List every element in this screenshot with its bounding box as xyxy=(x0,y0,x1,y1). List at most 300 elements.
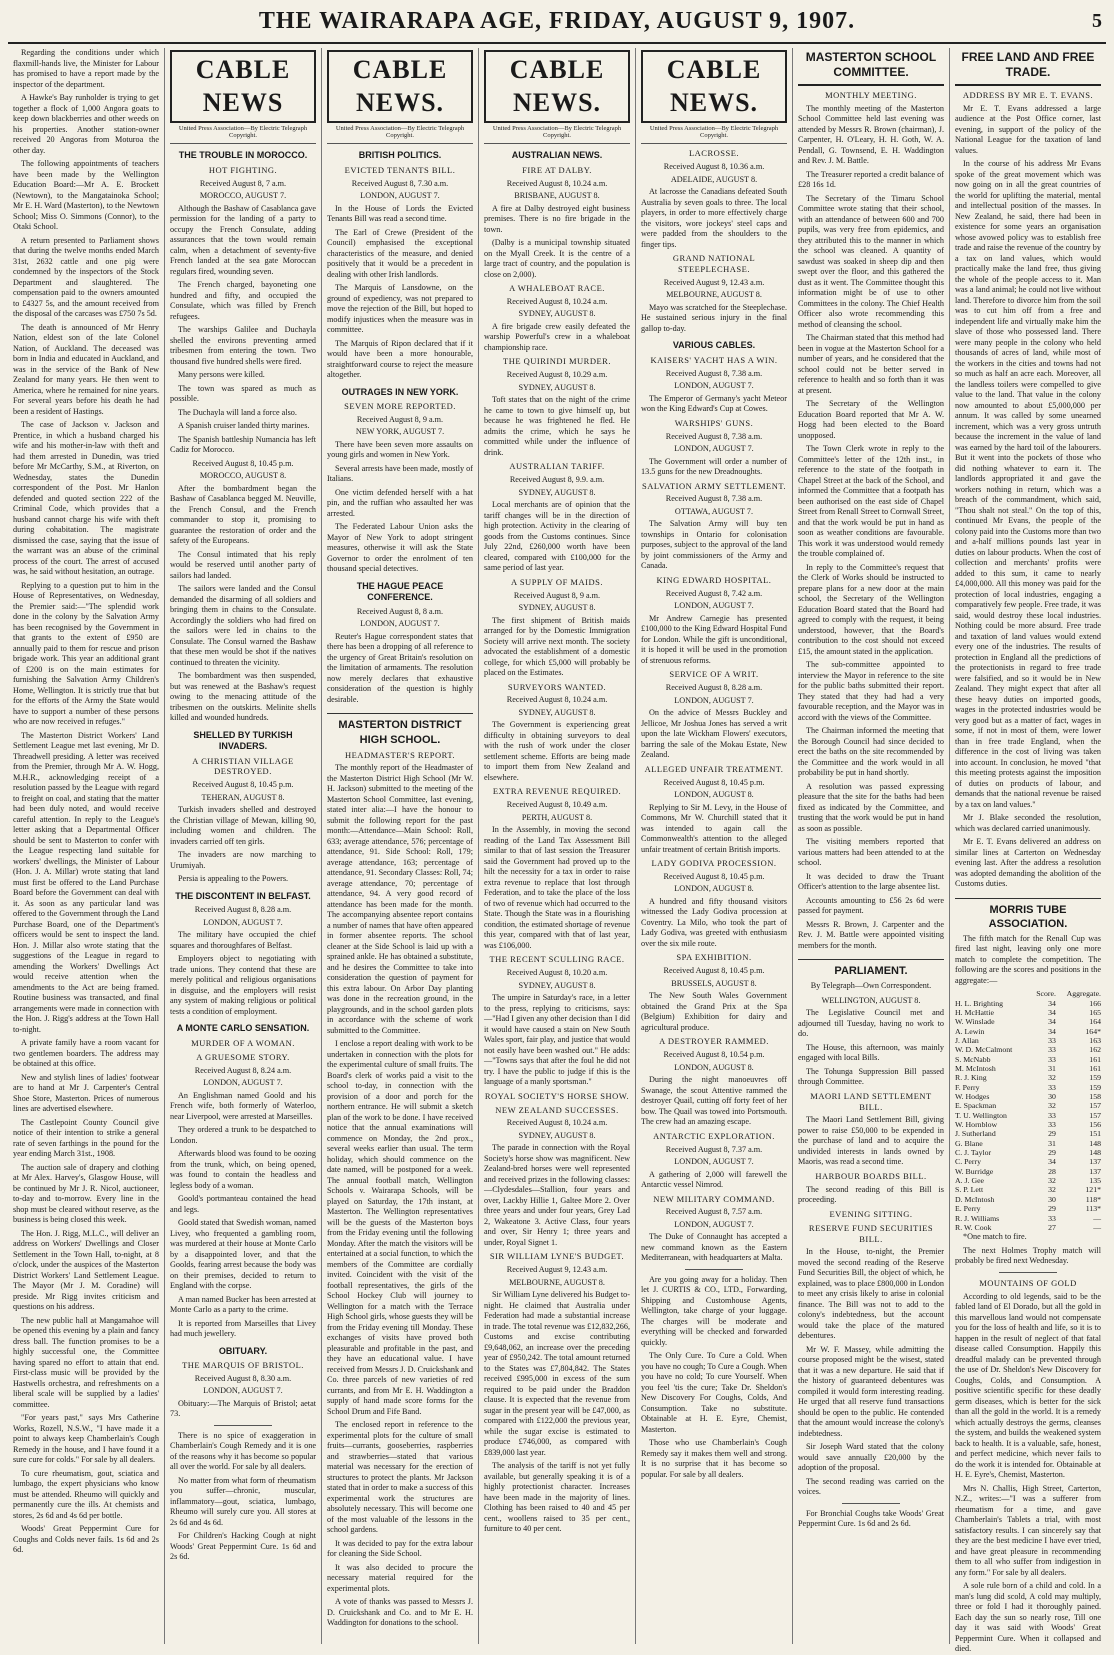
shooter-name: R. J. King xyxy=(955,1073,987,1083)
paragraph: The auction sale of drapery and clothing at Mr Alex. Harvey's, Glasgow House, will be continued by Mr J. R. Nicol, auctioneer, to-day and to-morrow. Every line in the shop must be cleared without reserve, as the business is being closed this week. xyxy=(13,1162,159,1224)
paragraph: The Duke of Connaught has accepted a new command known as the Eastern Mediterranean, with headquarters at Malta. xyxy=(641,1232,787,1263)
headline: THE DISCONTENT IN BELFAST. xyxy=(175,890,311,901)
aggregate: 159 xyxy=(1089,1073,1101,1083)
score: 29 xyxy=(1048,1148,1056,1158)
score: 32 xyxy=(1048,1185,1056,1195)
score: 33 xyxy=(1048,1082,1056,1092)
received-line: Received August 8, 10.24 a.m. xyxy=(506,178,608,188)
paragraph: The Emperor of Germany's yacht Meteor won the King Edward's Cup at Cowes. xyxy=(641,393,787,414)
paragraph: The New South Wales Government obtained the Grand Prix at the Spa (Belgium) Exhibition for dairy and agricultural produce. xyxy=(641,991,787,1032)
dateline: SYDNEY, AUGUST 8. xyxy=(518,1130,596,1140)
headline: A DESTROYER RAMMED. xyxy=(659,1036,769,1047)
subheadline: NEW ZEALAND SUCCESSES. xyxy=(495,1104,619,1115)
shooter-name: C. Perry xyxy=(955,1157,981,1167)
advert: According to old legends, said to be the fabled land of El Dorado, but all the gold in this marvellous land would not compensate you for the loss of health and life, so it is to happen in the result of neglect of that fatal disease called Consumption. Happily this dreadful malady can be prevented through the use of Dr. Sheldon's New Discovery for Coughs, Colds, and Consumption. A positive scientific specific for these deadly germ diseases, which is better for the sick than all the gold in the world. It is a remedy which actually destroys the germs, cleanses the system, and builds the weakened system back to health. It is a valuable, safe, honest, and perfect medicine, which never fails to do the work it is intended for. Obtainable at H. E. Eyre's, Chemist, Masterton. xyxy=(955,1291,1101,1480)
shooter-name: W. D. McCalmont xyxy=(955,1045,1013,1055)
table-row xyxy=(955,1092,1101,1101)
headline: HARBOUR BOARDS BILL. xyxy=(815,1170,927,1181)
advert: Mrs N. Challis, High Street, Carterton, N.Z., writes:—"I was a sufferer from rheumatism for a time, and gave Chamberlain's Tablets a trial, with most satisfactory results. I can sincerely say that they are the best medicine I have ever tried, and have great pleasure in recommending them to all who suffer from indigestion in any form." For sale by all dealers. xyxy=(955,1483,1101,1577)
subheadline: THE MARQUIS OF BRISTOL. xyxy=(182,1360,304,1371)
table-row xyxy=(955,1055,1101,1064)
shooter-name: A. J. Gee xyxy=(955,1176,985,1186)
column-cable-news-1 xyxy=(164,48,321,1644)
shooter-name: W. Winslade xyxy=(955,1017,995,1027)
paragraph: The Government will order a number of 13.5 guns for the new Dreadnoughts. xyxy=(641,456,787,477)
dateline: MOROCCO, AUGUST 7. xyxy=(199,191,287,201)
paragraph: The fifth match for the Renall Cup was fired last night, leaving only one more match to complete the competition. The following are the scores and positions in the aggregate:— xyxy=(955,933,1101,985)
table-row xyxy=(955,1111,1101,1120)
received-line: Received August 8, 9 a.m. xyxy=(356,414,444,424)
received-line: Received August 8, 7.38 a.m. xyxy=(665,368,763,378)
score: 33 xyxy=(1048,1120,1056,1130)
subheadline: A CHRISTIAN VILLAGE DESTROYED. xyxy=(192,755,294,777)
received-line: Received August 8, 10.36 a.m. xyxy=(663,162,765,171)
scores-table xyxy=(955,989,1101,1232)
paragraph: An Englishman named Goold and his French wife, both formerly of Waterloo, near Liverpool, were arrested at Marseilles. xyxy=(170,1090,316,1121)
paragraph: In reply to the Committee's request that the Clerk of Works should be instructed to prepare plans for a new door at the main school, the Secretary of the Wellington Education Board stated that the Board had agreed to comply with the request, it being understood, however, that the Board's contribution to the cost should not exceed £15, the amount stated in the application. xyxy=(798,562,944,656)
received-line: Received August 8, 10.24 a.m. xyxy=(506,1118,608,1128)
aggregate: 158 xyxy=(1089,1092,1101,1102)
divider xyxy=(999,1272,1057,1273)
received-line: Received August 8, 10.45 p.m. xyxy=(663,871,765,881)
advert: For Children's Hacking Cough at night Woods' Great Peppermint Cure. 1s 6d and 2s 6d. xyxy=(170,1531,316,1562)
headline: LACROSSE. xyxy=(688,148,740,159)
paragraph: Messrs R. Brown, J. Carpenter and the Rev. J. M. Battle were appointed visiting members for the month. xyxy=(798,919,944,950)
paragraph: A private family have a room vacant for two gentlemen boarders. The address may be obtained at this office. xyxy=(13,1038,159,1068)
paragraph: At lacrosse the Canadians defeated South Australia by seven goals to three. The local players, in order to more effectively charge the visitors, wore jockeys' steel caps and were padded from the shoulders to the finger tips. xyxy=(641,187,787,249)
shooter-name: S. McNabb xyxy=(955,1054,991,1064)
headline: WARSHIPS' GUNS. xyxy=(674,417,754,428)
paragraph: A gathering of 2,000 will farewell the Antarctic vessel Nimrod. xyxy=(641,1169,787,1190)
headline: LADY GODIVA PROCESSION. xyxy=(651,858,777,869)
shooter-name: W. Burridge xyxy=(955,1166,994,1176)
cable-news-banner: CABLE NEWS xyxy=(170,50,316,123)
received-line: Received August 8, 10.49 a.m. xyxy=(506,800,608,810)
received-line: Received August 8, 10.20 a.m. xyxy=(506,968,608,978)
subheadline: HOT FIGHTING. xyxy=(208,164,278,175)
credit-line: United Press Association—By Electric Telegraph Copyright. xyxy=(170,125,316,145)
score: 28 xyxy=(1048,1166,1056,1176)
score: 34 xyxy=(1048,1007,1056,1017)
score: 29 xyxy=(1048,1129,1056,1139)
paragraph: Replying to a question put to him in the House of Representatives, on Wednesday, the Premier said:—"The splendid work done in the colony by the Salvation Army has been recognised by the Government in that grants to the extent of £950 are annually paid to them for rescue and prison brigade work. This year an additional grant of £200 is on the main estimates for furnishing the Salvation Army Children's Home, Wellington. It is strictly true that but for the efforts of the Army the State would have to support a number of these persons who are now received in refuges." xyxy=(13,580,159,726)
headline: SHELLED BY TURKISH INVADERS. xyxy=(193,729,293,752)
paragraph: Many persons were killed. xyxy=(178,370,265,380)
credit-line: United Press Association—By Electric Telegraph Copyright. xyxy=(327,125,473,145)
score: 27 xyxy=(1048,1222,1056,1232)
subheadline: MURDER OF A WOMAN. xyxy=(191,1037,295,1048)
paragraph: Mr W. F. Massey, while admitting the course proposed might be the wisest, stated that it was a new departure. He said that if the history of guaranteed debentures was compiled it would form interesting reading. He urged that all reserve fund transactions should be open to the public. He contended that the amount would increase the colony's indebtedness. xyxy=(798,1344,944,1438)
headline: THE RECENT SCULLING RACE. xyxy=(489,954,625,965)
cable-news-banner: CABLE NEWS. xyxy=(327,50,473,123)
paragraph: The Chairman stated that this method had been in vogue at the Masterton School for a number of years, and he considered that the school could not be better served in reference to health and so forth than it was at present. xyxy=(798,333,944,395)
table-row xyxy=(955,1195,1101,1204)
shooter-name: J. Sutherland xyxy=(955,1129,996,1139)
aggregate: 166 xyxy=(1089,998,1101,1008)
aggregate: 121* xyxy=(1085,1185,1101,1195)
paragraph: The warships Galilee and Duchayla shelled the environs preventing armed tribesmen from entering the town. Two thousand five hundred shells were fired. xyxy=(170,325,316,366)
headline: PARLIAMENT. xyxy=(798,959,944,978)
headline: MORRIS TUBE ASSOCIATION. xyxy=(955,898,1101,931)
shooter-name: A. Lewin xyxy=(955,1026,985,1036)
shooter-name: J. Allan xyxy=(955,1035,979,1045)
paragraph: New and stylish lines of ladies' footwear are to hand at Mr J. Carpenter's Central Shoe Store, Masterton. Prices of numerous lines are advertised elsewhere. xyxy=(13,1072,159,1113)
credit-line: United Press Association—By Electric Telegraph Copyright. xyxy=(484,125,630,145)
dateline: OTTAWA, AUGUST 7. xyxy=(674,506,754,516)
table-row xyxy=(955,1214,1101,1223)
dateline: LONDON, AUGUST 8. xyxy=(674,884,754,894)
score: 30 xyxy=(1048,1092,1056,1102)
paragraph: The Consul intimated that his reply would be reserved until another party of sailors had landed. xyxy=(170,549,316,580)
paragraph: Several arrests have been made, mostly of Italians. xyxy=(327,463,474,484)
table-row xyxy=(955,1176,1101,1185)
table-row xyxy=(955,1148,1101,1157)
subheadline: SEVEN MORE REPORTED. xyxy=(344,401,456,412)
headline: ALLEGED UNFAIR TREATMENT. xyxy=(644,763,784,774)
paragraph: The bombardment was then suspended, but was renewed at the Bashaw's request owing to the menacing attitude of the tribesmen on the outskirts. Melinite shells killed and wounded hundreds. xyxy=(170,671,316,723)
divider xyxy=(842,1503,900,1504)
paragraph: The Treasurer reported a credit balance of £28 16s 1d. xyxy=(798,169,944,190)
score: 32 xyxy=(1048,1176,1056,1186)
paragraph: In the Assembly, in moving the second reading of the Land Tax Assessment Bill similar to that of last session the Treasurer said the Government had proved up to the hilt the necessity for a tax in order to raise extra revenue to replace that lost through Federation, and to take the place of the loss of two of revenue which had occurred to the State. Though the State was in a flourishing condition, the estimated shortage of revenue this year, compared with that of last year, was £106,000. xyxy=(484,825,630,950)
advert: The Only Cure. To Cure a Cold. When you have no cough; To Cure a Cough. When you have no cold; To cure Yourself. When you feel 'tis the cure; Take Dr. Sheldon's New Discovery For Coughs, Colds, And Consumption. Take no substitute. Obtainable at H. E. Eyre, Chemist, Masterton. xyxy=(641,1351,787,1434)
paragraph: The visiting members reported that various matters had been attended to at the school. xyxy=(798,837,944,868)
dateline: LONDON, AUGUST 7. xyxy=(674,1157,754,1167)
paragraph: There have been seven more assaults on young girls and women in New York. xyxy=(327,439,473,460)
divider xyxy=(685,1269,743,1270)
score: 34 xyxy=(1048,998,1056,1008)
column-header xyxy=(955,989,1030,998)
advert: A sole rule born of a child and cold. In a man's lung did scold, A cold may multiply, three or fold I had it thoroughly pained. Each day the sun so nearly rose, Till one day it was said with Woods' Great Peppermint Cure. When it collapsed and died. xyxy=(955,1581,1101,1654)
masthead xyxy=(8,4,1106,44)
paragraph: Reuter's Hague correspondent states that there has been a dropping of all reference to the urgency of Great Britain's resolution on the limitation of armaments. The resolution now merely declares that exhaustive consideration of the question is highly desirable. xyxy=(327,631,473,704)
table-row xyxy=(955,1185,1101,1194)
paragraph: The death is announced of Mr Henry Nation, eldest son of the late Colonel Nation, of Auckland. The deceased was born in India and educated in Auckland, and was in the service of the Bank of New Zealand for many years. He then went to America, where he remained for nine years. For several years before his death he had been a resident of Hastings. xyxy=(13,322,159,416)
paragraph: The umpire in Saturday's race, in a letter to the press, replying to criticisms, says:—"Had I given any other decision than I did it would have caused a stain on New South Wales sport, fair play, and justice that would not easily have been washed out." He adds:—"Towns says that after the foul he did not try. I have the public to judge if this is the language of a manly sportsman." xyxy=(484,993,630,1087)
paragraph: The next Holmes Trophy match will probably be fired next Wednesday. xyxy=(955,1245,1101,1266)
received-line: Received August 8, 8.30 a.m. xyxy=(194,1373,292,1383)
received-line: Received August 8, 8.24 a.m. xyxy=(194,1065,292,1075)
received-line: Received August 8, 7.38 a.m. xyxy=(665,494,763,504)
paragraph: The sub-committee appointed to interview the Mayor in reference to the site for the public baths submitted their report. They stated that they had had a very favourable reception, and the Mayor was in accord with the views of the Committee. xyxy=(798,660,944,722)
column-header: Aggregate. xyxy=(1066,989,1101,999)
paragraph: (Dalby is a municipal township situated on the Myall Creek. It is the centre of a large tract of country, and the population is close on 2,000). xyxy=(484,238,630,279)
paragraph: Turkish invaders shelled and destroyed the Christian village of Mewan, killing 90, including women and children. The invaders carried off ten girls. xyxy=(170,805,316,846)
dateline: LONDON, AUGUST 7. xyxy=(674,695,754,705)
advert: Are you going away for a holiday. Then let J. CURTIS & CO., LTD., Forwarding, Shipping and Customhouse Agents, Wellington, take charge of your luggage. The charges will be moderate and everything will be checked and forwarded quickly. xyxy=(641,1274,787,1347)
table-row xyxy=(955,1008,1101,1017)
shooter-name: H. McHattie xyxy=(955,1007,994,1017)
paragraph: Mayo was scratched for the Steeplechase. He sustained serious injury in the final gallop to-day. xyxy=(641,302,787,333)
headline: A WHALEBOAT RACE. xyxy=(509,283,605,294)
aggregate: 162 xyxy=(1089,1045,1101,1055)
shooter-name: M. McIntosh xyxy=(955,1064,996,1073)
paragraph: In the House, to-night, the Premier moved the second reading of the Reserve Fund Securities Bill, the object of which, he explained, was to place £800,000 in London to meet any crisis likely to arise in colonial finance. The Bill was not to add to the colony's indebtedness, but the account would take the place of the matured debentures. xyxy=(798,1247,944,1341)
dateline: LONDON, AUGUST 7. xyxy=(203,1078,283,1088)
headline: SIR WILLIAM LYNE'S BUDGET. xyxy=(489,1251,625,1262)
paragraph: It was decided to draw the Truant Officer's attention to the large absentee list. xyxy=(798,871,944,892)
paragraph: The invaders are now marching to Urumiyah. xyxy=(170,850,316,870)
subheadline: KAISERS' YACHT HAS A WIN. xyxy=(650,354,778,365)
score: 34 xyxy=(1048,1157,1056,1167)
aggregate: — xyxy=(1093,1222,1101,1232)
dateline: SYDNEY, AUGUST 8. xyxy=(518,603,596,613)
subheadline: EVICTED TENANTS BILL. xyxy=(344,164,456,175)
headline: BRITISH POLITICS. xyxy=(358,150,442,161)
paragraph: Persia is appealing to the Powers. xyxy=(178,874,289,884)
aggregate: 118* xyxy=(1085,1194,1101,1204)
score: 33 xyxy=(1048,1054,1056,1064)
paragraph: A Hawke's Bay runholder is trying to get together a flock of 1,000 Angora goats to keep down blackberries and other weeds on his properties. Another station-owner received 20 Angoras from Moturoa the other day. xyxy=(13,93,159,155)
table-row xyxy=(955,1045,1101,1054)
table-row xyxy=(955,1036,1101,1045)
paragraph: I enclose a report dealing with work to be undertaken in connection with the plots for the experimental culture of small fruits. The Board's clerk of works paid a visit to the school to-day, in connection with the provision of a door and porch for the northern entrance. He will submit a sketch plan of the work to be done. I have received notice that the annual examinations will commence on Monday, the 2nd prox., several weeks earlier than usual. The term holiday, which should commence on the date named, will be postponed for a week. The annual football match, Wellington Schools v. Wairarapa Schools, will be played on Saturday, the 17th instant, at Masterton. The Wellington representatives will be the guests of the Masterton boys from the Friday evening until the following Monday. After the match the visitors will be entertained at a social function, to which the members of the Committee are cordially invited. Coincident with the visit of the football representatives, the girls of the School Hockey Club will journey to Wellington for a match with the Terrace High School girls, whose guests they will be from the Friday evening till Monday. These exchanges of visits have proved both pleasurable and profitable in the past, and they have an educational value. I have received from Messrs J. D. Cruickshank and Co. three parcels of new varieties of red currants, and from Mr E. H. Waddington a supply of hand made score forms for the School Drum and Fife Band. xyxy=(327,1039,473,1416)
dateline: LONDON, AUGUST 7. xyxy=(674,1219,754,1229)
paragraph: The following appointments of teachers have been made by the Wellington Education Board:—Mr A. E. Brockett (Newtown), to the Mangatainoka School; Mr E. H. Ward (Masterton), to the Newtown School; Miss O. Simmons (Connor), to the Otaki School. xyxy=(13,159,159,231)
dateline: TEHERAN, AUGUST 8. xyxy=(201,792,285,802)
received-line: Received August 8, 7.57 a.m. xyxy=(665,1207,763,1217)
paragraph: "For years past," says Mrs Catherine Works, Rozell, N.S.W., "I have made it a point to always keep Chamberlain's Cough Remedy in the house, and I have found it a sure cure for colds." For sale by all dealers. xyxy=(13,1413,159,1464)
paragraph: The sailors were landed and the Consul demanded the disarming of all soldiers and bringing them in chains to the Consulate. Accordingly the soldiers who had fired on the sailors were led in chains to the Consulate. The Consul warned the Bashaw that these men would be shot if the natives continued to threaten the vicinity. xyxy=(170,584,316,667)
received-line: Received August 8, 7.38 a.m. xyxy=(665,431,763,441)
paragraph: The analysis of the tariff is not yet fully available, but generally speaking it is of a highly protectionist character. Increases have been made in the majority of lines. Clothing has been raised to 40 and 45 per cent., woollens raised to 35 per cent., furniture to 40 per cent. xyxy=(484,1461,630,1534)
score: 34 xyxy=(1048,1017,1056,1027)
paragraph: The case of Jackson v. Jackson and Prentice, in which a husband charged his wife and his mother-in-law with theft and had them arrested in Dunedin, was tried before Mr McCarthy, S.M., at Riverton, on Wednesday, states the Dunedin correspondent of the Post. Mr Hanlon defended and quoted section 222 of the Criminal Code, which provides that a husband cannot charge his wife with theft during cohabitation. The magistrate dismissed the case, saying that the issue of the warrant was an abuse of the criminal process of the court. The arrest of accused was, he said without hesitation, an outrage. xyxy=(13,420,159,576)
paragraph: The Federated Labour Union asks the Mayor of New York to adopt stringent measures, otherwise it will ask the State Governor to order the enrolment of ten thousand special detectives. xyxy=(327,522,473,574)
credit-line: United Press Association—By Electric Telegraph Copyright. xyxy=(641,125,787,145)
score: 33 xyxy=(1048,1035,1056,1045)
paragraph: The parade in connection with the Royal Society's horse show was magnificent. New Zealand-bred horses were well represented and received prizes in the following classes:—Clydesdales—Stallion, four years and over, Lackby Hillie 1, Galtee More 2. Over three years and under four years, Grey Lad 2, Wakeatone 3. Active Class, four years and over, Sir Henry 1; three years and under, Royal Signet 1. xyxy=(484,1143,630,1247)
score: 31 xyxy=(1048,1138,1056,1148)
paragraph: The Marquis of Ripon declared that if it would have been a more honourable, straightforward course to reject the measure altogether. xyxy=(327,338,473,380)
advert-headline: MOUNTAINS OF GOLD xyxy=(979,1277,1077,1288)
table-row xyxy=(955,1073,1101,1082)
dateline: BRISBANE, AUGUST 8. xyxy=(514,191,600,201)
table-row xyxy=(955,1083,1101,1092)
dateline: MELBOURNE, AUGUST 8. xyxy=(666,290,762,300)
received-line: Received August 8, 10.24 a.m. xyxy=(506,695,608,705)
column-free-land-free-trade xyxy=(949,48,1106,1654)
shooter-name: E. Perry xyxy=(955,1204,981,1214)
paragraph: Goold's portmanteau contained the head and legs. xyxy=(170,1194,316,1214)
dateline: LONDON, AUGUST 8. xyxy=(674,1062,754,1072)
table-row xyxy=(955,1223,1101,1232)
paragraph: They ordered a trunk to be despatched to London. xyxy=(170,1125,316,1145)
paragraph: The Masterton District Workers' Land Settlement League met last evening, Mr D. Threadwell presiding. A letter was received from the Premier, through Mr A. W. Hogg, M.H.R., acknowledging receipt of a resolution passed by the League with regard to freight on coal, and stating that the matter had been duly noted, and would receive careful attention. In reply to the League's letter asking that a Departmental Officer should be sent to Masterton to confer with the League respecting land suitable for workers' dwellings, the Minister of Labour (Hon. J. A. Millar) wrote stating that land must first be offered to the Land Purchase Board before the Government can deal with it. As soon as any particular land was offered to the Government through the Land Purchase Board, one of the Department's officers would be sent to inspect the land. Hon. J. Millar also wrote stating that the suggestions of the League in regard to amending the Workers' Dwellings Act would receive attention when the amendments to the Act are being framed. Routine business was transacted, and final arrangements were made in connection with the Hon. J. Rigg's address at the Town Hall to-night. xyxy=(13,730,159,1034)
shooter-name: E. Spackman xyxy=(955,1101,997,1111)
dateline: LONDON, AUGUST 7. xyxy=(203,1386,283,1396)
paragraph: The Spanish battleship Numancia has left Cadiz for Morocco. xyxy=(170,434,316,455)
headline: KING EDWARD HOSPITAL. xyxy=(656,574,772,585)
score: 31 xyxy=(1048,1064,1056,1073)
aggregate: 157 xyxy=(1089,1110,1101,1120)
score: 30 xyxy=(1048,1194,1056,1204)
paragraph: Mr E. T. Evans delivered an address on similar lines at Carterton on Wednesday evening last. After the address a resolution was adopted demanding the abolition of the Customs duties. xyxy=(955,837,1101,889)
paragraph: The first shipment of British maids arranged for by the Domestic Immigration Society will arrive next month. The society advocated the establishment of a domestic college, for which £5,000 will probably be placed on the Estimates. xyxy=(484,615,630,678)
aggregate: 163 xyxy=(1089,1035,1101,1045)
paragraph: The enclosed report in reference to the experimental plots for the culture of small fruits—currants, gooseberries, raspberries and strawberries—stated that various material was necessary for the erection of structures to protect the plants. Mr Jackson stated that in order to make a success of this experimental work the structures are absolutely necessary. This will become one of the most valuable of the lessons in the school gardens. xyxy=(327,1420,473,1535)
subheadline: ADDRESS BY MR E. T. EVANS. xyxy=(962,89,1094,100)
paragraph: Mr E. T. Evans addressed a large audience at the Post Office corner, last evening, in support of the policy of the National League for the taxation of land values. xyxy=(955,103,1101,155)
headline: RESERVE FUND SECURITIES BILL. xyxy=(808,1222,934,1244)
shooter-name: C. J. Taylor xyxy=(955,1148,992,1158)
table-row xyxy=(955,1157,1101,1166)
subheadline: A GRUESOME STORY. xyxy=(196,1051,290,1062)
paragraph: A fire brigade crew easily defeated the warship Powerful's crew in a whaleboat championship race. xyxy=(484,321,630,352)
paragraph: A fire at Dalby destroyed eight business premises. There is no fire brigade in the town. xyxy=(484,203,630,234)
newspaper-columns xyxy=(8,48,1106,1654)
received-line: Received August 8, 7.37 a.m. xyxy=(665,1144,763,1154)
dateline: MELBOURNE, AUGUST 8. xyxy=(509,1277,605,1287)
headline: OUTRAGES IN NEW YORK. xyxy=(341,386,459,397)
paragraph: After the bombardment began the Bashaw of Casablanca begged M. Neuville, the French Consul, and the French commander to stop it, promising to guarantee the restoration of order and the safety of the Europeans. xyxy=(170,483,316,546)
subheadline: FIRE AT DALBY. xyxy=(522,164,592,175)
received-line: Received August 8, 8.28 a.m. xyxy=(194,905,292,915)
paragraph: The Duchayla will land a force also. xyxy=(178,407,297,417)
aggregate: 137 xyxy=(1089,1157,1101,1167)
aggregate: 165 xyxy=(1089,1007,1101,1017)
paragraph: Regarding the conditions under which flaxmill-hands live, the Minister for Labour has promised to have a report made by the inspector of the department. xyxy=(13,48,159,89)
divider xyxy=(214,1425,272,1426)
paragraph: During the night manoeuvres off Swanage, the scout Attentive rammed the destroyer Quail, cutting off forty feet of her bow. The Quail was towed into Portsmouth. The crew had an amazing escape. xyxy=(641,1075,787,1127)
headline: ROYAL SOCIETY'S HORSE SHOW. xyxy=(484,1090,630,1101)
table-row xyxy=(955,1027,1101,1036)
score: 33 xyxy=(1048,1045,1056,1055)
dateline: WELLINGTON, AUGUST 8. xyxy=(821,995,921,1005)
aggregate: 164 xyxy=(1089,1017,1101,1027)
scores-header-row xyxy=(955,989,1101,998)
shooter-name: S. P. Lett xyxy=(955,1185,984,1195)
score: 29 xyxy=(1048,1204,1056,1214)
aggregate: 156 xyxy=(1089,1120,1101,1130)
headline: VARIOUS CABLES. xyxy=(672,340,756,351)
headline: THE HAGUE PEACE CONFERENCE. xyxy=(356,580,444,603)
headline: SALVATION ARMY SETTLEMENT. xyxy=(641,480,787,491)
received-line: Received August 8, 7.30 a.m. xyxy=(351,178,449,188)
dateline: LONDON, AUGUST 7. xyxy=(674,601,754,611)
headline: EVENING SITTING. xyxy=(829,1208,913,1219)
dateline: ADELAIDE, AUGUST 8. xyxy=(670,174,758,184)
paragraph: Replying to Sir M. Levy, in the House of Commons, Mr W. Churchill stated that it was intended to again call the Commonwealth's attention to the alleged unfair treatment of certain British imports. xyxy=(641,802,787,854)
headline: THE TROUBLE IN MOROCCO. xyxy=(178,150,308,161)
shooter-name: H. L. Brighting xyxy=(955,998,1004,1008)
aggregate: 137 xyxy=(1089,1166,1101,1176)
shooter-name: R. W. Cook xyxy=(955,1222,992,1232)
paragraph: It is reported from Marseilles that Livey had much jewellery. xyxy=(170,1318,316,1339)
headline: THE QUIRINDI MURDER. xyxy=(503,356,611,367)
paragraph: The second reading of this Bill is proceeding. xyxy=(798,1184,944,1205)
paragraph: The Salvation Army will buy ten townships in Ontario for colonisation purposes, subject to the approval of the land by joint commissioners of the Army and Canada. xyxy=(641,519,787,571)
paragraph: The Chairman informed the meeting that the Borough Council had since decided to erect the baths on the site recommended by the Committee and the work would in all probability be put in hand shortly. xyxy=(798,726,944,778)
headline: AUSTRALIAN NEWS. xyxy=(511,150,603,161)
dateline: MOROCCO, AUGUST 8. xyxy=(199,471,287,481)
dateline: SYDNEY, AUGUST 8. xyxy=(518,382,596,392)
aggregate: 159 xyxy=(1089,1082,1101,1092)
shooter-name: F. Perry xyxy=(955,1082,980,1092)
paragraph: Woods' Great Peppermint Cure for Coughs and Colds never fails. 1s 6d and 2s 6d. xyxy=(13,1524,159,1554)
paragraph: Although the Bashaw of Casablanca gave permission for the landing of a party to occupy the French Consulate, adding assurances that the town would remain calm, when a detachment of seventy-five French landed at the sea gate Moroccan regulars fired, wounding seven. xyxy=(170,203,316,276)
received-line: Received August 8, 10.45 p.m. xyxy=(192,780,294,790)
paragraph: The French charged, bayoneting one hundred and fifty, and occupied the Consulate, which was filled by French refugees. xyxy=(170,280,316,321)
newspaper-title: THE WAIRARAPA AGE, FRIDAY, AUGUST 9, 1907. xyxy=(258,8,856,34)
received-line: Received August 8, 7.42 a.m. xyxy=(665,588,763,598)
paragraph: On the advice of Messrs Buckley and Jellicoe, Mr Joshua Jones has served a writ upon the late Wickham Flowers' executors, barring the sale of the Mokau Estate, New Zealand. xyxy=(641,708,787,760)
shooter-name: R. J. Williams xyxy=(955,1213,1000,1223)
paragraph: The Government is experiencing great difficulty in obtaining surveyors to deal with the rush of work under the closer settlement scheme. Efforts are being made to import them from New Zealand and elsewhere. xyxy=(484,720,630,782)
table-row xyxy=(955,999,1101,1008)
dateline: PERTH, AUGUST 8. xyxy=(521,812,593,822)
paragraph: Mr Andrew Carnegie has presented £100,000 to the King Edward Hospital Fund for London. While the gift is unconditional, it is hoped it will be used in the promotion of strenuous reforms. xyxy=(641,613,787,665)
paragraph: The monthly meeting of the Masterton School Committee held last evening was attended by Messrs R. Brown (chairman), J. Carpenter, H. O'Leary, H. H. Goth, W. A. Pendall, G. Townsend, E. H. Waddington and Rev. J. M. Battle. xyxy=(798,103,944,166)
received-line: Received August 9, 12.43 a.m. xyxy=(506,1265,608,1275)
paragraph: Toft states that on the night of the crime he came to town to give himself up, but because he was frightened he fled. He admits the crime, which he says he committed while under the influence of drink. xyxy=(484,395,630,457)
paragraph: Employers object to negotiating with trade unions. They contend that these are merely political and religious organisations in disguise, and the employers will resist any system of making religious or political tests a condition of employment. xyxy=(170,954,316,1016)
paragraph: A hundred and fifty thousand visitors witnessed the Lady Godiva procession at Coventry. La Milo, who took the part of Lady Godiva, was greeted with enthusiasm over the six mile route. xyxy=(641,896,787,948)
received-line: Received August 9, 12.43 a.m. xyxy=(663,277,765,287)
aggregate: 161 xyxy=(1089,1064,1101,1073)
paragraph: In the House of Lords the Evicted Tenants Bill was read a second time. xyxy=(327,203,473,224)
shooter-name: D. McIntosh xyxy=(955,1194,995,1204)
paragraph: The Castlepoint County Council give notice of their intention to strike a general rate of seven farthings in the pound for the year ending March 31st., 1908. xyxy=(13,1117,159,1158)
score: 34 xyxy=(1048,1026,1056,1036)
paragraph: Mr J. Blake seconded the resolution, which was declared carried unanimously. xyxy=(955,813,1101,833)
table-row xyxy=(955,1167,1101,1176)
aggregate: 161 xyxy=(1089,1054,1101,1064)
received-line: Received August 8, 10.29 a.m. xyxy=(506,370,608,380)
headline: ANTARCTIC EXPLORATION. xyxy=(653,1130,775,1141)
paragraph: Local merchants are of opinion that the tariff changes will be in the direction of high protection. Activity in the clearing of goods from the Customs continues. Since July 22nd, £260,000 worth have been cleared, compared with £100,000 for the same period of last year. xyxy=(484,500,630,573)
paragraph: The town was spared as much as possible. xyxy=(170,383,316,404)
score: 32 xyxy=(1048,1073,1056,1083)
received-line: Received August 8, 7 a.m. xyxy=(199,178,287,188)
subheadline: By Telegraph—Own Correspondent. xyxy=(810,981,932,991)
paragraph: The second reading was carried on the voices. xyxy=(798,1476,944,1497)
paragraph: The Tohunga Suppression Bill passed through Committee. xyxy=(798,1066,944,1087)
received-line: Received August 8, 8.28 a.m. xyxy=(665,683,763,693)
page-number: 5 xyxy=(1092,10,1102,32)
shooter-name: W. Hornblow xyxy=(955,1120,998,1130)
table-row xyxy=(955,1101,1101,1110)
table-row xyxy=(955,1204,1101,1213)
paragraph: The House, this afternoon, was mainly engaged with local Bills. xyxy=(798,1042,944,1063)
headline: EXTRA REVENUE REQUIRED. xyxy=(492,786,622,797)
headline: AUSTRALIAN TARIFF. xyxy=(509,461,605,472)
cable-news-banner: CABLE NEWS. xyxy=(641,50,787,123)
subheadline: HEADMASTER'S REPORT. xyxy=(344,749,456,760)
headline: GRAND NATIONAL STEEPLECHASE. xyxy=(672,253,756,274)
headline: MAORI LAND SETTLEMENT BILL. xyxy=(810,1090,932,1112)
paragraph: Goold stated that Swedish woman, named Livey, who frequented a gambling room, was murdered at their house at Monte Carlo by a disappointed lover, and that the Goolds, fearing arrest because the body was on their premises, decided to return to England with the corpse. xyxy=(170,1218,316,1291)
dateline: SYDNEY, AUGUST 8. xyxy=(518,980,596,990)
subheadline: MONTHLY MEETING. xyxy=(825,89,917,100)
table-row xyxy=(955,1129,1101,1138)
paragraph: The monthly report of the Headmaster of the Masterton District High School (Mr W. H. Jackson) submitted to the meeting of the Masterton School Committee, last evening, stated inter alia:—I have the honour to submit the following report for the past month:—Attendance—Main School: Roll, 633; average attendance, 576; percentage of attendance, 91. Side School: Roll, 179; average attendance, 163; percentage of attendance, 91. Secondary Classes: Roll, 74; average attendance, 70; percentage of attendance, 94. A very good record of attendance has been made for the month. The accompanying absentee report contains a number of names that have often appeared in former absentee reports. The school cleaner at the Side School is laid up with a sprained ankle. He has obtained a substitute, and he desires the Committee to take into consideration the question of payment for this extra labour. On Arbor Day planting was done in the recreation ground, in the playgrounds, and in the school garden plots in accordance with the scheme of work submitted to the Committee. xyxy=(327,763,473,1035)
aggregate: 151 xyxy=(1089,1129,1101,1139)
paragraph: To cure rheumatism, gout, sciatica and lumbago, the expert physicians who know must be attended. Rheumo will quickly and permanently cure the ills. At chemists and stores, 2s 6d and 4s 6d per bottle. xyxy=(13,1468,159,1520)
aggregate: 148 xyxy=(1089,1138,1101,1148)
headline: SERVICE OF A WRIT. xyxy=(669,669,759,680)
received-line: Received August 8, 10.24 a.m. xyxy=(506,296,608,306)
column-school-committee xyxy=(792,48,949,1644)
advert: There is no spice of exaggeration in Chamberlain's Cough Remedy and it is one of the reasons why it has become so popular all over the world. For sale by all dealers. xyxy=(170,1430,316,1472)
dateline: NEW YORK, AUGUST 7. xyxy=(355,427,445,437)
column-cable-news-2 xyxy=(321,48,478,1644)
received-line: Received August 8, 10.45 p.m. xyxy=(663,777,765,787)
aggregate: 113* xyxy=(1085,1204,1101,1214)
headline: SPA EXHIBITION. xyxy=(676,952,752,963)
dateline: LONDON, AUGUST 7. xyxy=(674,381,754,391)
dateline: SYDNEY, AUGUST 8. xyxy=(518,487,596,497)
